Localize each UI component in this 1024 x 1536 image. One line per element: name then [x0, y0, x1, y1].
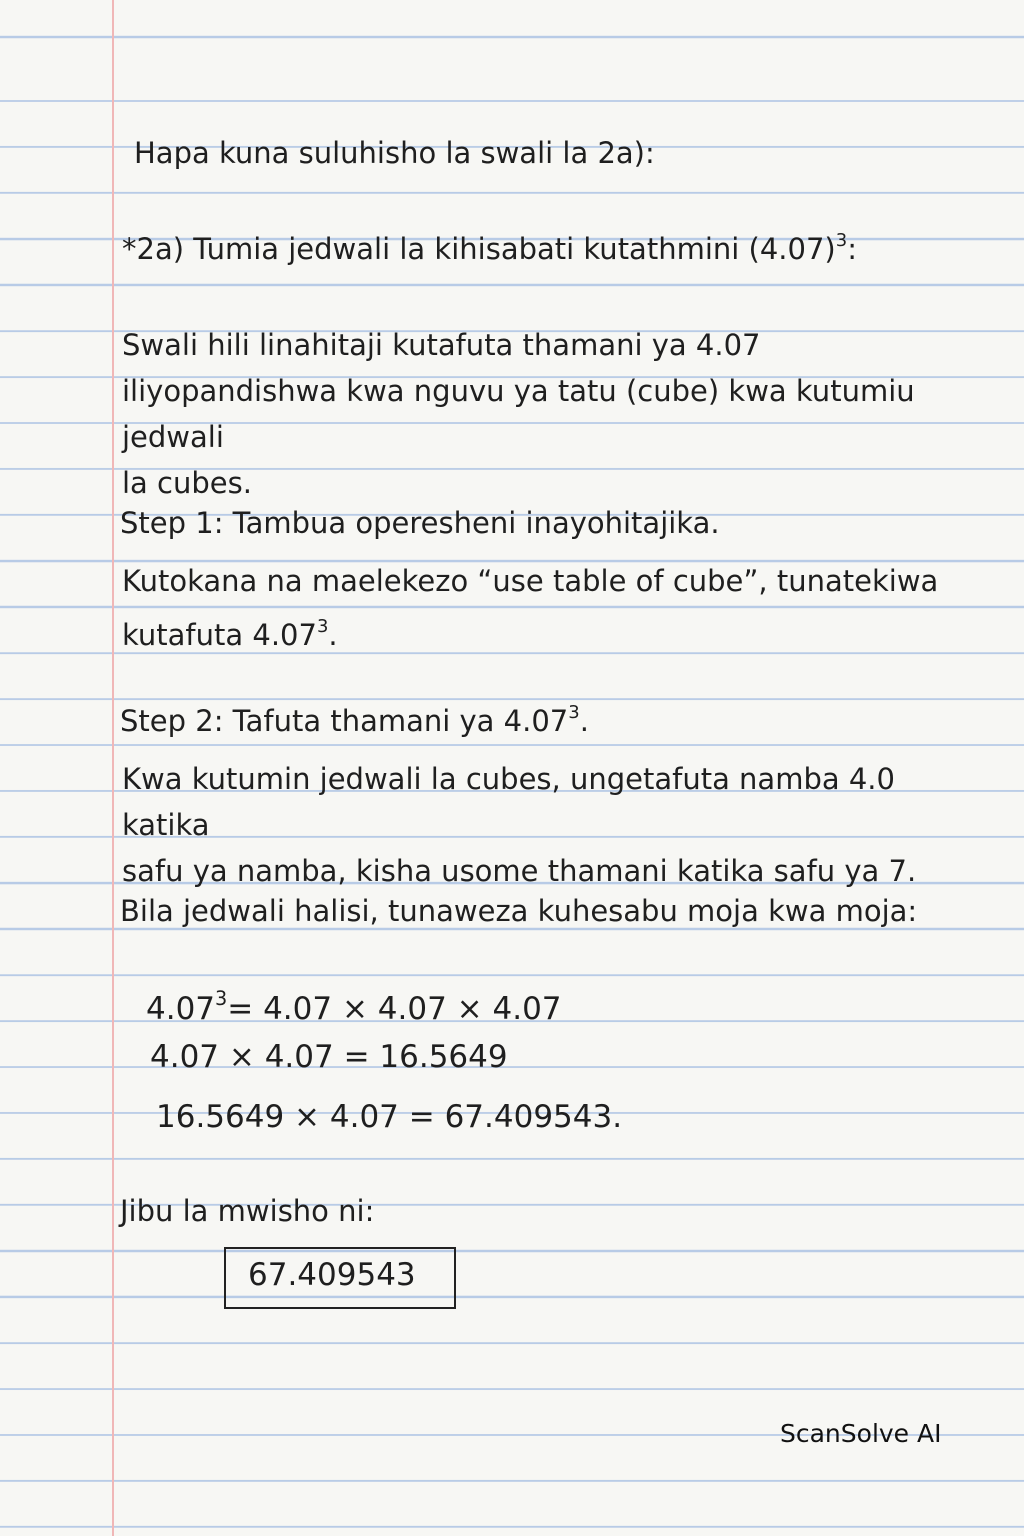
question-exponent: 3: [835, 230, 848, 251]
calculation-line-1-right: = 4.07 × 4.07 × 4.07: [227, 990, 562, 1027]
margin-line: [112, 0, 114, 1536]
step-2-line-1: Kwa kutumin jedwali la cubes, ungetafuta namba 4.0 katika: [122, 762, 895, 842]
step-2-title-suffix: .: [579, 703, 589, 738]
question-prefix: *2a) Tumia jedwali la kihisabati kutathmini (4.07): [122, 231, 836, 266]
step-2-title: [120, 690, 589, 744]
step-2-line-2: safu ya namba, kisha usome thamani katika safu ya 7.: [122, 854, 917, 888]
step-1-line-1: Kutokana na maelekezo “use table of cube”, tunatekiwa: [122, 564, 939, 598]
method-text: Bila jedwali halisi, tunaweza kuhesabu moja kwa moja:: [120, 894, 918, 928]
calculation-line-2: 4.07 × 4.07 = 16.5649: [150, 1039, 508, 1075]
step-1-line-2-prefix: kutafuta 4.07: [122, 617, 317, 652]
calculation-line-3: 16.5649 × 4.07 = 67.409543.: [156, 1099, 623, 1135]
step-1-exponent: 3: [316, 616, 329, 637]
question-suffix: :: [847, 231, 857, 266]
step-1-body: [122, 558, 962, 658]
explanation-line-3: la cubes.: [122, 466, 252, 500]
brand-logo-text: ScanSolve AI: [780, 1419, 942, 1448]
step-2-title-exponent: 3: [568, 702, 580, 723]
step-2-title-prefix: Step 2: Tafuta thamani ya 4.07: [120, 703, 569, 738]
calculation-line-1-exponent: 3: [215, 987, 228, 1010]
step-1-line-2: [122, 604, 962, 658]
explanation-block: [122, 322, 962, 506]
question-line: [122, 218, 857, 272]
calculation-line-1-left: 4.07: [146, 990, 216, 1027]
explanation-line-1: Swali hili linahitaji kutafuta thamani ya 4.07: [122, 328, 761, 362]
step-2-body: [122, 756, 962, 894]
calculation-line-1: [146, 976, 562, 1032]
explanation-line-2: iliyopandishwa kwa nguvu ya tatu (cube) kwa kutumiu jedwali: [122, 374, 915, 454]
step-1-title: Step 1: Tambua operesheni inayohitajika.: [120, 506, 720, 540]
final-answer-label: Jibu la mwisho ni:: [120, 1194, 375, 1228]
final-answer-value: 67.409543: [248, 1257, 416, 1293]
intro-text: Hapa kuna suluhisho la swali la 2a):: [134, 136, 655, 170]
step-1-line-2-suffix: .: [328, 617, 338, 652]
